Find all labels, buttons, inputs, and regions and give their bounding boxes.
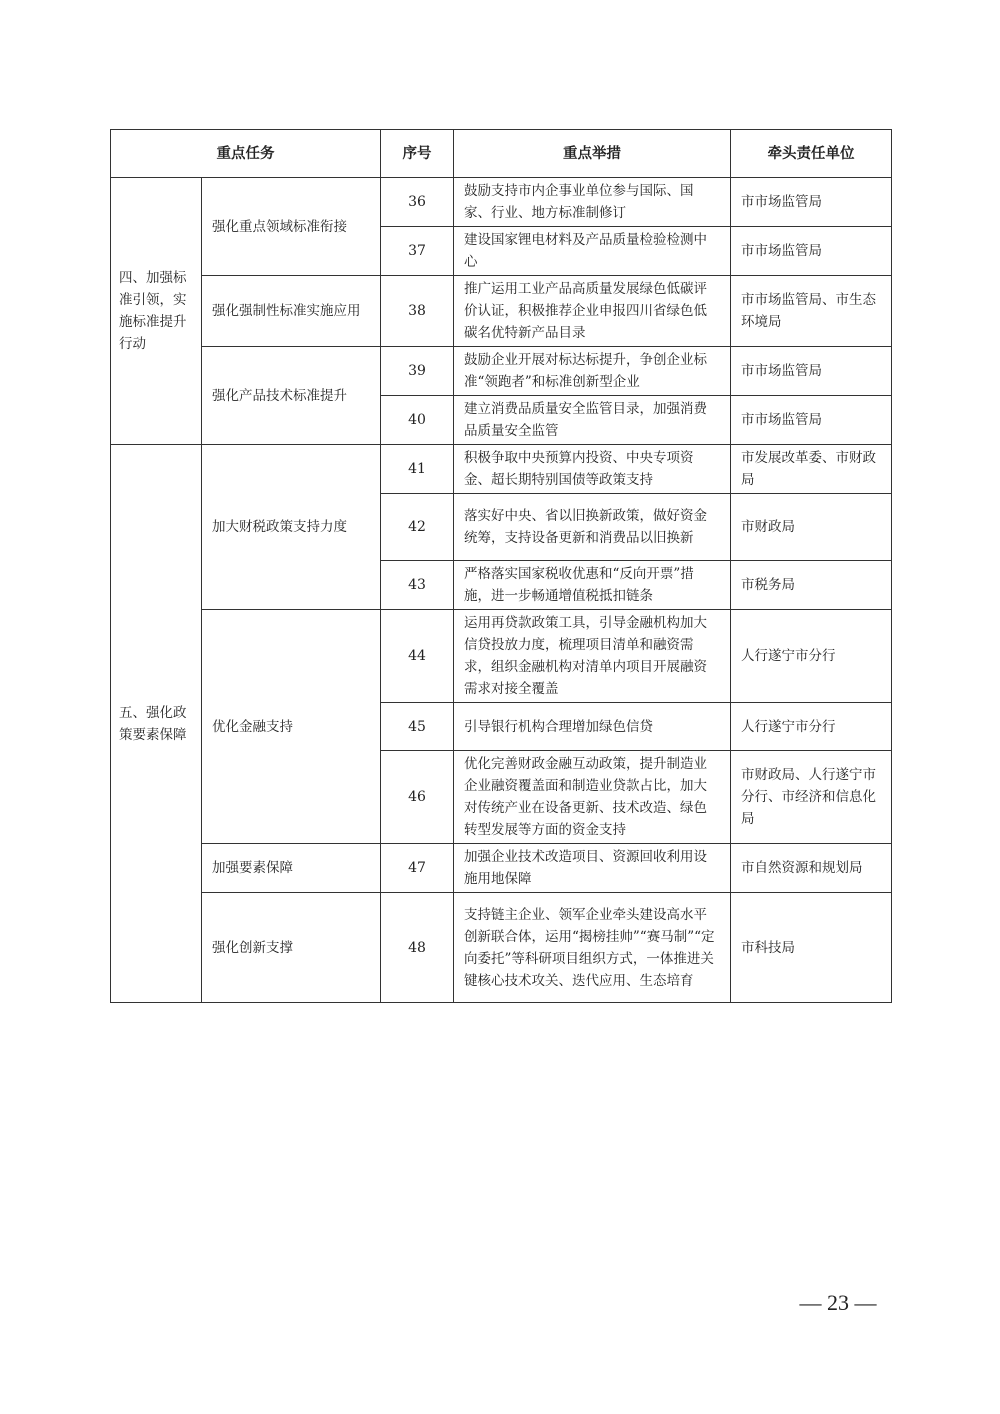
unit-cell: 人行遂宁市分行	[731, 703, 892, 751]
measure-cell: 建立消费品质量安全监管目录，加强消费品质量安全监管	[454, 396, 731, 445]
row-number: 44	[381, 610, 454, 703]
measure-cell: 加强企业技术改造项目、资源回收利用设施用地保障	[454, 844, 731, 893]
unit-cell: 人行遂宁市分行	[731, 610, 892, 703]
unit-cell: 市市场监管局	[731, 396, 892, 445]
row-number: 41	[381, 445, 454, 494]
unit-cell: 市财政局、人行遂宁市分行、市经济和信息化局	[731, 751, 892, 844]
unit-cell: 市税务局	[731, 561, 892, 610]
row-number: 38	[381, 276, 454, 347]
measure-cell: 积极争取中央预算内投资、中央专项资金、超长期特别国债等政策支持	[454, 445, 731, 494]
unit-cell: 市科技局	[731, 893, 892, 1003]
unit-cell: 市市场监管局	[731, 178, 892, 227]
row-number: 40	[381, 396, 454, 445]
table-row	[111, 276, 892, 347]
subtask-cell: 强化强制性标准实施应用	[202, 276, 381, 347]
table-row	[111, 610, 892, 703]
header-no: 序号	[381, 130, 454, 178]
subtask-cell: 加大财税政策支持力度	[202, 445, 381, 610]
row-number: 39	[381, 347, 454, 396]
row-number: 36	[381, 178, 454, 227]
table-row	[111, 445, 892, 494]
task-table	[110, 129, 892, 1003]
unit-cell: 市市场监管局、市生态环境局	[731, 276, 892, 347]
measure-cell: 落实好中央、省以旧换新政策，做好资金统筹，支持设备更新和消费品以旧换新	[454, 494, 731, 561]
measure-cell: 严格落实国家税收优惠和“反向开票”措施，进一步畅通增值税抵扣链条	[454, 561, 731, 610]
unit-cell: 市市场监管局	[731, 347, 892, 396]
group-cell-4: 四、加强标准引领，实施标准提升行动	[111, 178, 202, 445]
measure-cell: 鼓励支持市内企事业单位参与国际、国家、行业、地方标准制修订	[454, 178, 731, 227]
measure-cell: 支持链主企业、领军企业牵头建设高水平创新联合体，运用“揭榜挂帅”“赛马制”“定向委托”等科研项目组织方式，一体推进关键核心技术攻关、迭代应用、生态培育	[454, 893, 731, 1003]
unit-cell: 市财政局	[731, 494, 892, 561]
page-number: — 23 —	[799, 1290, 877, 1315]
subtask-cell: 强化创新支撑	[202, 893, 381, 1003]
measure-cell: 推广运用工业产品高质量发展绿色低碳评价认证，积极推荐企业申报四川省绿色低碳名优特新产品目录	[454, 276, 731, 347]
row-number: 43	[381, 561, 454, 610]
table-row	[111, 178, 892, 227]
unit-cell: 市发展改革委、市财政局	[731, 445, 892, 494]
row-number: 45	[381, 703, 454, 751]
header-unit: 牵头责任单位	[731, 130, 892, 178]
measure-cell: 优化完善财政金融互动政策，提升制造业企业融资覆盖面和制造业贷款占比，加大对传统产业在设备更新、技术改造、绿色转型发展等方面的资金支持	[454, 751, 731, 844]
row-number: 48	[381, 893, 454, 1003]
unit-cell: 市市场监管局	[731, 227, 892, 276]
row-number: 42	[381, 494, 454, 561]
row-number: 47	[381, 844, 454, 893]
subtask-cell: 加强要素保障	[202, 844, 381, 893]
table-row	[111, 844, 892, 893]
table-row	[111, 893, 892, 1003]
row-number: 37	[381, 227, 454, 276]
unit-cell: 市自然资源和规划局	[731, 844, 892, 893]
subtask-cell: 强化重点领域标准衔接	[202, 178, 381, 276]
header-task: 重点任务	[111, 130, 381, 178]
subtask-cell: 强化产品技术标准提升	[202, 347, 381, 445]
header-measure: 重点举措	[454, 130, 731, 178]
measure-cell: 引导银行机构合理增加绿色信贷	[454, 703, 731, 751]
table-header-row	[111, 130, 892, 178]
row-number: 46	[381, 751, 454, 844]
group-cell-5: 五、强化政策要素保障	[111, 445, 202, 1003]
measure-cell: 鼓励企业开展对标达标提升，争创企业标准“领跑者”和标准创新型企业	[454, 347, 731, 396]
measure-cell: 建设国家锂电材料及产品质量检验检测中心	[454, 227, 731, 276]
table-row	[111, 347, 892, 396]
measure-cell: 运用再贷款政策工具，引导金融机构加大信贷投放力度，梳理项目清单和融资需求，组织金融机构对清单内项目开展融资需求对接全覆盖	[454, 610, 731, 703]
subtask-cell: 优化金融支持	[202, 610, 381, 844]
